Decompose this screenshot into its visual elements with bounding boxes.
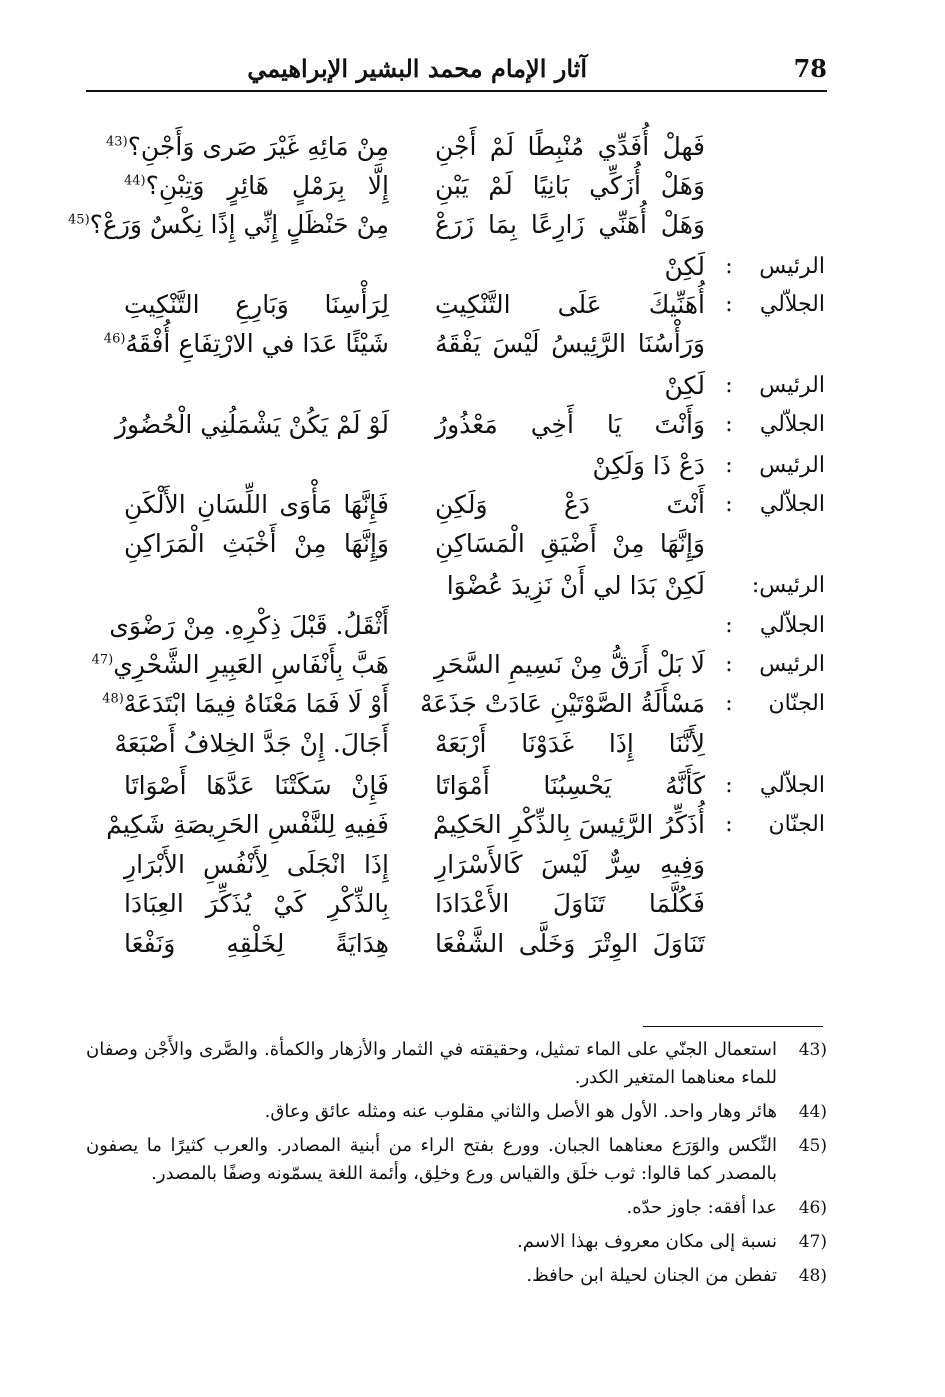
- footnote-ref: (46: [103, 331, 126, 347]
- footnote-text: نسبة إلى مكان معروف بهذا الاسم.: [517, 1231, 777, 1252]
- speaker-colon: :: [725, 292, 733, 317]
- second-hemistich: لِرَأْسِنَا وَبَارِعِ التَّنْكِيتِ: [124, 290, 389, 319]
- footnote-number: 43): [798, 1040, 827, 1060]
- second-hemistich: بِالذِّكْرِ كَيْ يُذَكِّرَ العِبَادَا: [124, 889, 389, 918]
- speaker-name: الرئيس: [759, 453, 825, 478]
- verse-line: [0, 843, 945, 887]
- second-hemistich: فَإِنْ سَكَتْنَا عَدَّهَا أَصْوَاتَا: [124, 771, 389, 800]
- running-title: آثار الإمام محمد البشير الإبراهيمي: [247, 54, 587, 83]
- footnote: [86, 1262, 827, 1290]
- verse-line: [0, 803, 945, 847]
- first-hemistich: فَهلْ أُفَدِّي مُنْبِطًا لَمْ أَجْنِ: [435, 132, 705, 161]
- speaker-colon: :: [725, 492, 733, 517]
- second-hemistich: [102, 682, 389, 726]
- first-hemistich: أُهَنِّيكَ عَلَى التَّنْكِيتِ: [435, 290, 705, 319]
- speaker-colon: :: [725, 812, 733, 837]
- speaker-name: الجلاّلي: [759, 292, 825, 317]
- second-hemistich: لَوْ لَمْ يَكُنْ يَشْمَلُنِي الْحُضُورُ: [114, 410, 389, 439]
- verse-line: [0, 722, 945, 766]
- verse-line: [0, 882, 945, 926]
- speaker-name: الجلاّلي: [759, 613, 825, 638]
- verse-line: [0, 922, 945, 966]
- hemistich-text: إِلَّا بِرَمْلٍ هَائِرٍ وَتِبْنِ؟: [145, 171, 389, 200]
- speaker-name: الجنّان: [768, 812, 825, 837]
- second-hemistich: [68, 203, 389, 247]
- footnote-text: هائر وهار واحد. الأول هو الأصل والثاني مقلوب عنه ومثله عائق وعاق.: [264, 1101, 777, 1122]
- second-hemistich: أَجَالَ. إِنْ جَدَّ الخِلافُ أَصْبَعَهْ: [114, 729, 389, 758]
- footnote-ref: (43: [106, 134, 128, 150]
- speaker-name: الرئيس: [759, 373, 825, 398]
- speaker-colon: :: [725, 691, 733, 716]
- speaker-colon: :: [725, 453, 733, 478]
- footnote: [86, 1194, 827, 1222]
- first-hemistich: فَكُلَّمَا تَنَاوَلَ الأَعْدَادَا: [435, 889, 705, 918]
- footnote-ref: (48: [102, 691, 124, 707]
- speaker-colon: :: [725, 412, 733, 437]
- footnote-text: تفطن من الجنان لحيلة ابن حافظ.: [526, 1265, 777, 1286]
- footnote: [86, 1228, 827, 1256]
- verse-line: [0, 283, 945, 327]
- second-hemistich: [103, 322, 389, 366]
- footnote-ref: (45: [68, 212, 90, 228]
- page-number: 78: [793, 54, 827, 83]
- verse-line: [0, 604, 945, 648]
- speaker-name: الجلاّلي: [759, 773, 825, 798]
- footnotes: [86, 1036, 827, 1296]
- first-hemistich: كَأَنَّهُ يَحْسِبُنَا أَمْوَاتَا: [435, 771, 705, 800]
- first-hemistich: وَإِنَّهَا مِنْ أَضْيَقِ الْمَسَاكِنِ: [435, 529, 705, 558]
- second-hemistich: فَفِيهِ لِلنَّفْسِ الحَرِيصَةِ شَكِيمْ: [106, 810, 389, 839]
- page-header: [86, 50, 827, 92]
- footnote-number: 45): [798, 1136, 827, 1156]
- hemistich-text: أَوْ لَا فَمَا مَعْنَاهُ فِيمَا ابْتَدَعَهْ: [123, 689, 389, 718]
- verse-line: [0, 364, 945, 408]
- speaker-colon: :: [725, 613, 733, 638]
- first-hemistich: وَأَنْتَ يَا أَخِي مَعْذُورُ: [435, 410, 705, 439]
- verse-line: [0, 203, 945, 247]
- footnote-text: النِّكس والوَرَع معناهما الجبان. وورع بفتح الراء من أبنية المصادر. والعرب كثيرًا ما يصفون بالمصدر كما قالوا: ثوب خلَق والقياس ورع وخلِق، وأئمة اللغة يسمّونه وصفًا بالمصدر.: [86, 1135, 777, 1184]
- footnote-number: 47): [798, 1232, 827, 1252]
- speaker-colon: :: [725, 254, 733, 279]
- footnote-number: 48): [798, 1266, 827, 1286]
- second-hemistich: [91, 643, 389, 687]
- first-hemistich: دَعْ ذَا وَلَكِنْ: [592, 451, 705, 480]
- speaker-colon: :: [725, 652, 733, 677]
- footnote: [86, 1132, 827, 1188]
- first-hemistich: لِأَنَّنَا إِذَا غَدَوْنَا أَرْبَعَهْ: [435, 729, 705, 758]
- speaker-name: الجلاّلي: [759, 412, 825, 437]
- footnote-text: عدا أفقه: جاوز حدّه.: [626, 1197, 777, 1218]
- first-hemistich: وَفِيهِ سِرٌّ لَيْسَ كَالأَسْرَارِ: [435, 850, 705, 879]
- speaker-name: الرئيس:: [751, 573, 825, 598]
- footnote-number: 44): [798, 1102, 827, 1122]
- footnote-number: 46): [798, 1198, 827, 1218]
- first-hemistich: وَرَأْسُنَا الرَّئِيسُ لَيْسَ يَفْقَهُ: [435, 329, 705, 358]
- footnote-ref: (47: [91, 652, 114, 668]
- verse-line: [0, 564, 945, 608]
- hemistich-text: شَيْئًا عَدَا في الارْتِفَاعِ أُفْقَهُ: [125, 329, 389, 358]
- first-hemistich: لَا بَلْ أَرَقُّ مِنْ نَسِيمِ السَّحَرِ: [434, 650, 705, 679]
- first-hemistich: وَهَلْ أُهَنِّي زَارِعًا بِمَا زَرَعْ: [435, 210, 705, 239]
- first-hemistich: لَكِنْ: [664, 252, 705, 281]
- speaker-name: الجنّان: [768, 691, 825, 716]
- first-hemistich: لَكِنْ بَدَا لي أَنْ نَزِيدَ عُضْوَا: [446, 571, 705, 600]
- speaker-colon: :: [725, 373, 733, 398]
- speaker-name: الرئيس: [759, 652, 825, 677]
- second-hemistich: وَإِنَّهَا مِنْ أَخْبَثِ الْمَرَاكِنِ: [124, 529, 389, 558]
- footnote: [86, 1098, 827, 1126]
- hemistich-text: هَبَّ بِأَنْفَاسِ العَبِيرِ الشَّحْرِي: [113, 650, 389, 679]
- second-hemistich: هِدَايَةً لِخَلْقِهِ وَنَفْعَا: [124, 929, 389, 958]
- verse-line: [0, 643, 945, 687]
- second-hemistich: أَثْقَلُ. قَبْلَ ذِكْرِهِ. مِنْ رَضْوَى: [109, 611, 389, 640]
- first-hemistich: أَنْتَ دَعْ وَلَكِنِ: [435, 490, 705, 519]
- footnote-text: استعمال الجنّي على الماء تمثيل، وحقيقته في الثمار والأزهار والكمأة. والصَّرى والأَجْن وصفان للماء معناهما المتغير الكدر.: [86, 1039, 777, 1088]
- speaker-colon: :: [725, 773, 733, 798]
- verse-line: [0, 164, 945, 208]
- hemistich-text: مِنْ مَائِهِ غَيْرَ صَرى وَأَجْنِ؟: [127, 132, 389, 161]
- hemistich-text: مِنْ حَنْظَلٍ إِنِّي إِذًا نِكْسٌ وَرَعْ؟: [89, 210, 389, 239]
- footnote-divider: [643, 1026, 823, 1027]
- first-hemistich: مَسْأَلَةُ الصَّوْتَيْنِ عَادَتْ جَذَعَهْ: [420, 689, 705, 718]
- second-hemistich: فَإِنَّهَا مَأْوَى اللِّسَانِ الأَلْكَنِ: [124, 490, 389, 519]
- first-hemistich: تَنَاوَلَ الوِتْرَ وَخَلَّى الشَّفْعَا: [435, 929, 705, 958]
- verse-line: [0, 522, 945, 566]
- first-hemistich: وَهَلْ أُزَكِّي بَانِيًا لَمْ يَبْنِ: [435, 171, 705, 200]
- speaker-name: الجلاّلي: [759, 492, 825, 517]
- verse-line: [0, 682, 945, 726]
- second-hemistich: إِذَا انْجَلَى لِأَنْفُسِ الأَبْرَارِ: [124, 850, 389, 879]
- second-hemistich: [106, 125, 389, 169]
- second-hemistich: [124, 164, 389, 208]
- verse-line: [0, 125, 945, 169]
- first-hemistich: لَكِنْ: [664, 371, 705, 400]
- first-hemistich: أُذَكِّرُ الرَّئِيسَ بِالذِّكْرِ الحَكِيمْ: [432, 810, 705, 839]
- verse-line: [0, 444, 945, 488]
- verse-line: [0, 403, 945, 447]
- verse-line: [0, 483, 945, 527]
- verse-line: [0, 322, 945, 366]
- footnote-ref: (44: [124, 173, 146, 189]
- speaker-name: الرئيس: [759, 254, 825, 279]
- verse-line: [0, 764, 945, 808]
- footnote: [86, 1036, 827, 1092]
